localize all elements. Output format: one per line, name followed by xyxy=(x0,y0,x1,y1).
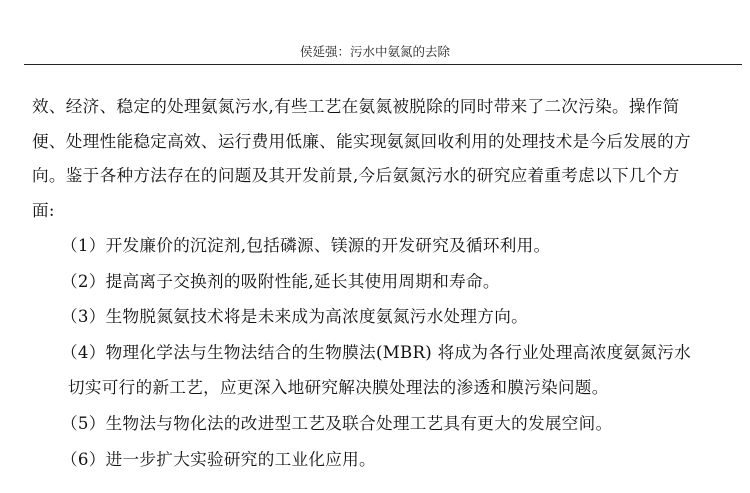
paragraph-line: 面: xyxy=(32,200,55,220)
body-text xyxy=(32,90,742,477)
list-item-2: （2）提高离子交换剂的吸附性能,延长其使用周期和寿命。 xyxy=(61,271,500,291)
running-header: 侯延强：污水中氨氮的去除 xyxy=(299,44,450,59)
paragraph-line: 便、处理性能稳定高效、运行费用低廉、能实现氨氮回收利用的处理技术是今后发展的方 xyxy=(32,131,691,151)
list-item-1: （1）开发廉价的沉淀剂,包括磷源、镁源的开发研究及循环利用。 xyxy=(61,236,551,255)
header-divider xyxy=(24,64,742,65)
list-item-3: （3）生物脱氮氨技术将是未来成为高浓度氨氮污水处理方向。 xyxy=(61,307,528,327)
list-item-4: （4）物理化学法与生物法结合的生物膜法(MBR) 将成为各行业处理高浓度氨氮污水 xyxy=(61,342,692,362)
paragraph-line: 效、经济、稳定的处理氨氮污水,有些工艺在氨氮被脱除的同时带来了二次污染。操作简 xyxy=(32,97,680,116)
list-item-4-continuation: 切实可行的新工艺，应更深入地研究解决膜处理法的渗透和膜污染问题。 xyxy=(68,378,609,398)
paragraph-line: 向。鉴于各种方法存在的问题及其开发前景,今后氨氮污水的研究应着重考虑以下几个方 xyxy=(32,166,680,185)
list-item-6: （6）进一步扩大实验研究的工业化应用。 xyxy=(61,449,376,469)
list-item-5: （5）生物法与物化法的改进型工艺及联合处理工艺具有更大的发展空间。 xyxy=(61,413,613,433)
